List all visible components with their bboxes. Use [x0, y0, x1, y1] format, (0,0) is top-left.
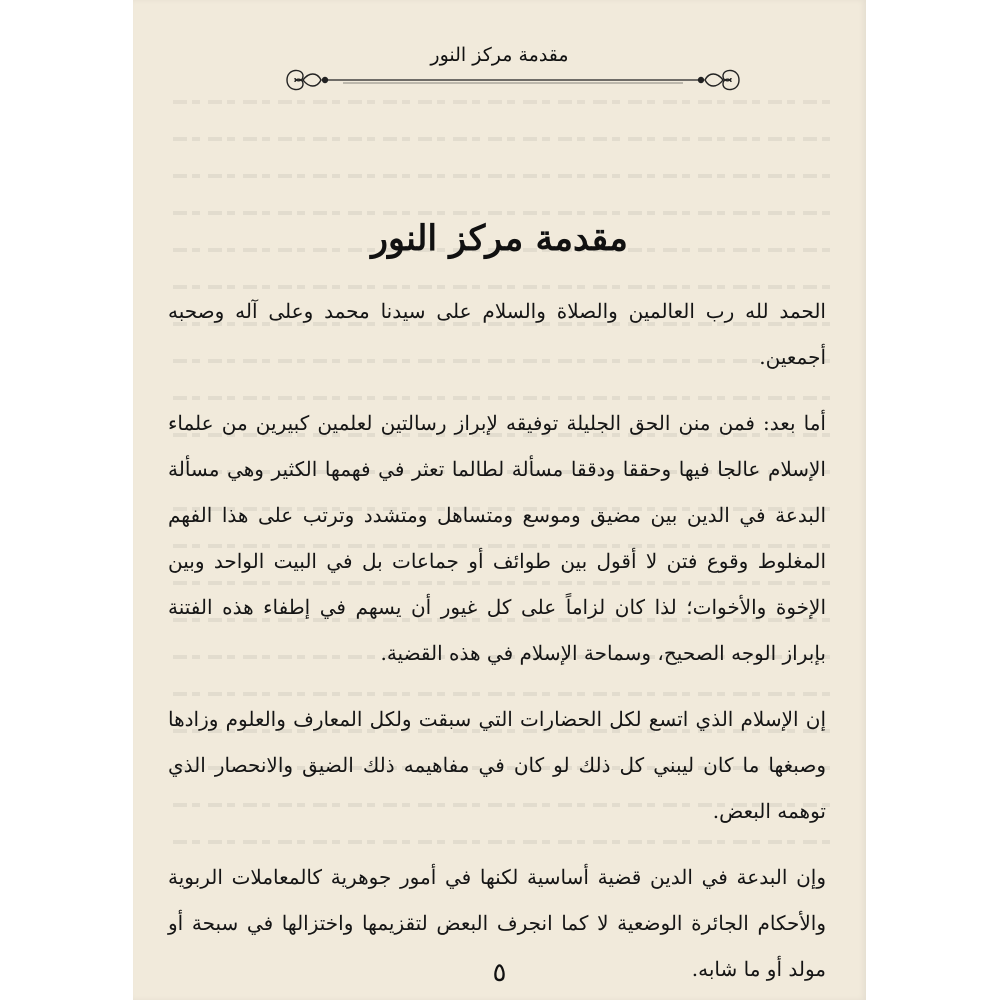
paragraph-4: وإن البدعة في الدين قضية أساسية لكنها في أمور جوهرية كالمعاملات الربوية والأحكام الجائرة الوضعية لا كما انجرف البعض لتقزيمها واختزالها في سبحة أو مولد أو ما شابه. — [168, 865, 827, 981]
paragraph-3: إن الإسلام الذي اتسع لكل الحضارات التي سبقت ولكل المعارف والعلوم وزادها وصبغها ما كان ليبني كل ذلك لو كان في مفاهيمه ذلك الضيق والانحصار الذي توهمه البعض. — [168, 707, 826, 823]
page-number: ٥ — [492, 958, 507, 988]
running-head: مقدمة مركز النور — [430, 44, 569, 66]
paragraph-1: الحمد لله رب العالمين والصلاة والسلام على سيدنا محمد وعلى آله وصحبه أجمعين. — [168, 299, 826, 369]
chapter-title: مقدمة مركز النور — [371, 218, 628, 259]
book-page — [133, 0, 866, 1000]
ornamental-rule-icon — [283, 62, 743, 98]
body-text — [168, 288, 826, 1000]
paragraph-2: أما بعد: فمن منن الحق الجليلة توفيقه لإبراز رسالتين لعلمين كبيرين من علماء الإسلام عالجا فيها وحققا ودققا مسألة لطالما تعثر في فهمها الكثير وهي مسألة البدعة في الدين بين مضيق وموسع ومتساهل ومتشدد وترتب على هذا الفهم المغلوط وقوع فتن لا أقول بين طوائف أو جماعات بل في البيت الواحد وبين الإخوة والأخوات؛ لذا كان لزاماً على كل غيور أن يسهم في إطفاء هذه الفتنة بإبراز الوجه الصحيح، وسماحة الإسلام في هذه القضية. — [168, 411, 826, 665]
